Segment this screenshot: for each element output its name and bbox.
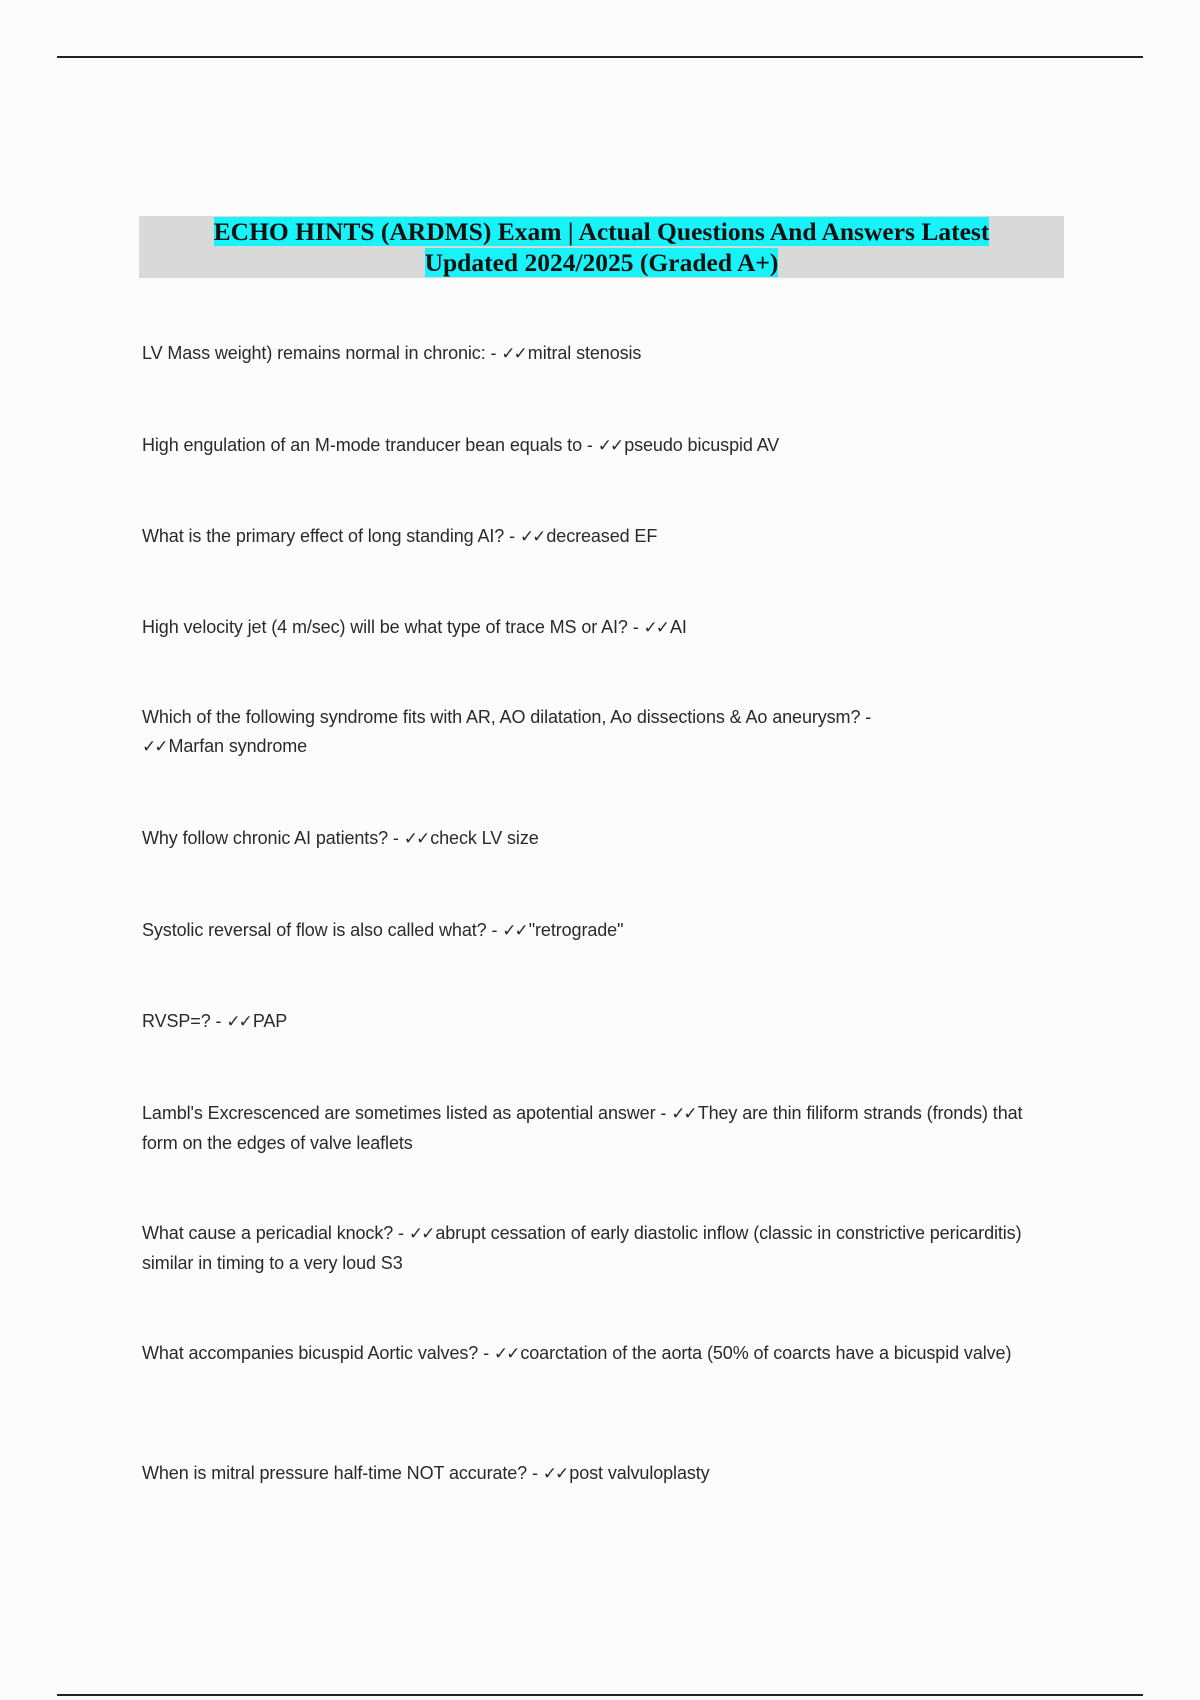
qa-item <box>142 613 1062 643</box>
double-check-icon: ✓✓ <box>519 527 545 547</box>
qa-item <box>142 703 1062 762</box>
question-text: LV Mass weight) remains normal in chronic: - <box>142 343 502 363</box>
double-check-icon: ✓✓ <box>501 344 526 364</box>
qa-item <box>142 339 1062 369</box>
answer-text: PAP <box>252 1011 288 1031</box>
double-check-icon: ✓✓ <box>226 1012 251 1032</box>
answer-text: check LV size <box>430 828 539 848</box>
title-line-1: ECHO HINTS (ARDMS) Exam | Actual Questions And Answers Latest <box>213 217 990 246</box>
answer-text: Marfan syndrome <box>168 736 308 756</box>
answer-text: abrupt cessation of early diastolic inflow (classic in constrictive pericarditis) similar in timing to a very loud S3 <box>142 1223 1022 1273</box>
qa-item <box>142 522 1062 552</box>
question-text: Systolic reversal of flow is also called what? - <box>142 920 503 940</box>
question-text: What accompanies bicuspid Aortic valves? - <box>142 1343 494 1363</box>
double-check-icon: ✓✓ <box>493 1344 519 1364</box>
qa-item <box>142 824 1062 854</box>
qa-item <box>142 1007 1062 1037</box>
question-text: What cause a pericadial knock? - <box>142 1223 409 1243</box>
question-text: When is mitral pressure half-time NOT accurate? - <box>142 1463 543 1483</box>
double-check-icon: ✓✓ <box>408 1224 434 1244</box>
double-check-icon: ✓✓ <box>502 921 527 941</box>
double-check-icon: ✓✓ <box>542 1464 568 1484</box>
question-text: Which of the following syndrome fits with AR, AO dilatation, Ao dissections & Ao aneurysm? - <box>142 707 872 727</box>
qa-item <box>142 431 1062 461</box>
double-check-icon: ✓✓ <box>671 1104 696 1124</box>
question-text: Lambl's Excrescenced are sometimes listed as apotential answer - <box>142 1103 672 1123</box>
double-check-icon: ✓✓ <box>597 436 623 456</box>
question-text: What is the primary effect of long standing AI? - <box>142 526 520 546</box>
double-check-icon: ✓✓ <box>142 737 167 757</box>
qa-item <box>142 1339 1062 1369</box>
double-check-icon: ✓✓ <box>643 618 668 638</box>
answer-text: pseudo bicuspid AV <box>624 435 780 455</box>
answer-text: post valvuloplasty <box>569 1463 710 1483</box>
question-text: High engulation of an M-mode tranducer bean equals to - <box>142 435 598 455</box>
question-text: High velocity jet (4 m/sec) will be what type of trace MS or AI? - <box>142 617 644 637</box>
question-text: Why follow chronic AI patients? - <box>142 828 404 848</box>
qa-item <box>142 1099 1062 1158</box>
qa-item <box>142 916 1062 946</box>
document-title <box>139 216 1064 278</box>
answer-text: They are thin filiform strands (fronds) that form on the edges of valve leaflets <box>142 1103 1023 1153</box>
qa-item <box>142 1459 1062 1489</box>
qa-item <box>142 1219 1062 1278</box>
question-text: RVSP=? - <box>142 1011 227 1031</box>
answer-text: AI <box>669 617 687 637</box>
answer-text: decreased EF <box>546 526 658 546</box>
footer-rule <box>57 1694 1143 1696</box>
header-rule <box>57 56 1143 58</box>
title-line-2: Updated 2024/2025 (Graded A+) <box>424 248 779 277</box>
answer-text: mitral stenosis <box>527 343 642 363</box>
double-check-icon: ✓✓ <box>403 829 429 849</box>
answer-text: "retrograde" <box>528 920 624 940</box>
answer-text: coarctation of the aorta (50% of coarcts have a bicuspid valve) <box>520 1343 1012 1363</box>
